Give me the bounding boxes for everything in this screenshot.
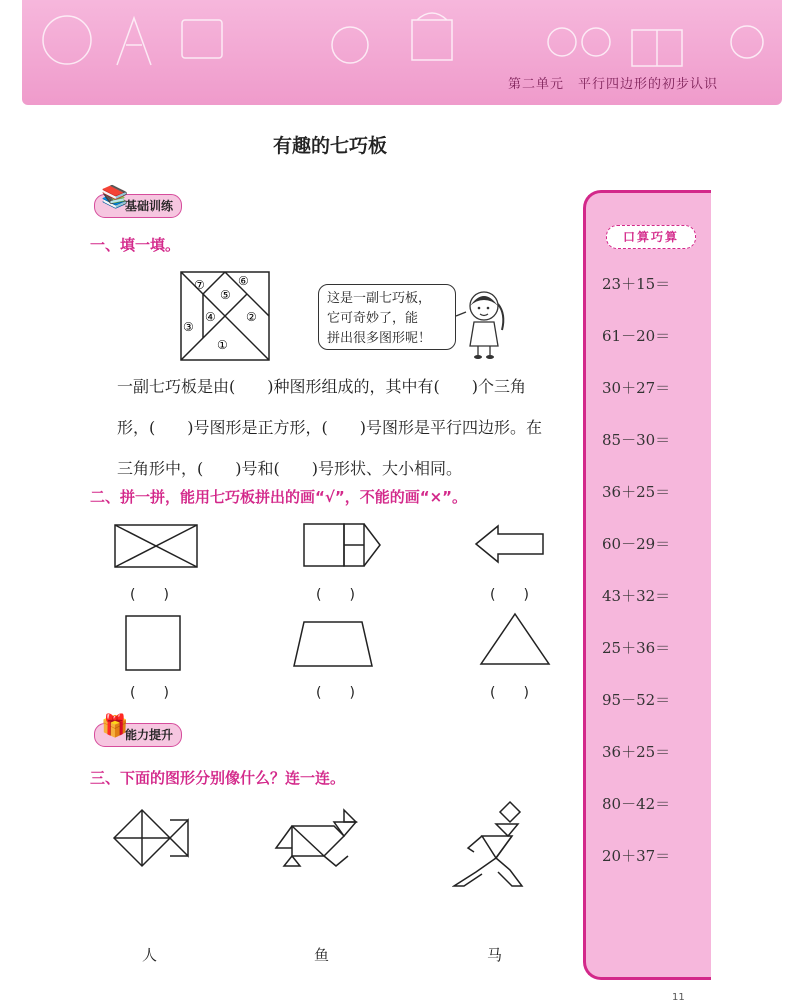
equation: 25＋36＝ <box>602 639 671 657</box>
equation: 80－42＝ <box>602 795 671 813</box>
arrow-right-shape <box>302 522 382 568</box>
equation: 20＋37＝ <box>602 847 671 865</box>
tangram-person-figure <box>452 800 526 890</box>
section1-paragraph <box>117 366 587 489</box>
equation: 60－29＝ <box>602 535 671 553</box>
gift-icon: 🎁 <box>101 714 129 739</box>
arrow-left-shape <box>474 524 546 564</box>
bubble-line: 它可奇妙了，能 <box>327 311 419 326</box>
page-number: 11 <box>672 992 685 1003</box>
equation: 30＋27＝ <box>602 379 671 397</box>
equation: 43＋32＝ <box>602 587 671 605</box>
equation: 23＋15＝ <box>602 275 671 293</box>
tangram-label-1: ① <box>217 338 228 352</box>
tangram-horse-figure <box>274 808 368 868</box>
equation: 61－20＝ <box>602 327 671 345</box>
sidebar-title: 口算巧算 <box>606 225 696 249</box>
answer-blank[interactable]: ( ) <box>130 587 169 603</box>
answer-blank[interactable]: ( ) <box>130 685 169 701</box>
section1-heading: 一、填一填。 <box>90 236 181 254</box>
answer-blank[interactable]: ( ) <box>316 685 355 701</box>
paragraph-line: 形，( )号图形是正方形，( )号图形是平行四边形。在 <box>117 418 542 437</box>
equation: 36＋25＝ <box>602 743 671 761</box>
paragraph-line: 一副七巧板是由( )种图形组成的，其中有( )个三角 <box>117 377 526 396</box>
tangram-label-4: ④ <box>205 310 216 324</box>
label-horse: 马 <box>487 946 503 964</box>
equation: 36＋25＝ <box>602 483 671 501</box>
label-fish: 鱼 <box>314 946 330 964</box>
tangram-label-2: ② <box>246 310 257 324</box>
page-header <box>22 0 782 105</box>
basic-training-badge <box>94 185 182 218</box>
equation: 95－52＝ <box>602 691 671 709</box>
tangram-label-6: ⑥ <box>238 274 249 288</box>
answer-blank[interactable]: ( ) <box>490 587 529 603</box>
section2-heading: 二、拼一拼，能用七巧板拼出的画“√”，不能的画“×”。 <box>90 488 468 506</box>
bowtie-rectangle-shape <box>113 523 199 569</box>
paragraph-line: 三角形中，( )号和( )号形状、大小相同。 <box>117 459 462 478</box>
triangle-shape <box>479 612 551 666</box>
answer-blank[interactable]: ( ) <box>490 685 529 701</box>
tangram-square-figure <box>180 271 270 361</box>
answer-blank[interactable]: ( ) <box>316 587 355 603</box>
trapezoid-shape <box>292 620 374 668</box>
equation: 85－30＝ <box>602 431 671 449</box>
mental-math-sidebar <box>583 190 711 980</box>
ability-badge <box>94 714 182 747</box>
bubble-line: 这是一副七巧板， <box>327 291 432 306</box>
tangram-label-3: ③ <box>183 320 194 334</box>
label-person: 人 <box>142 946 158 964</box>
books-icon: 📚 <box>101 185 129 210</box>
unit-title: 第二单元 平行四边形的初步认识 <box>507 77 718 92</box>
page-title: 有趣的七巧板 <box>272 135 387 157</box>
tangram-label-7: ⑦ <box>194 278 205 292</box>
tangram-label-5: ⑤ <box>220 288 231 302</box>
square-shape <box>124 614 182 672</box>
tangram-fish-figure <box>112 805 192 871</box>
bubble-line: 拼出很多图形呢！ <box>327 331 432 346</box>
basic-training-label: 基础训练 <box>125 199 174 213</box>
girl-illustration <box>454 286 510 360</box>
section3-heading: 三、下面的图形分别像什么？连一连。 <box>90 769 346 787</box>
ability-label: 能力提升 <box>125 728 174 742</box>
speech-bubble <box>318 284 456 350</box>
